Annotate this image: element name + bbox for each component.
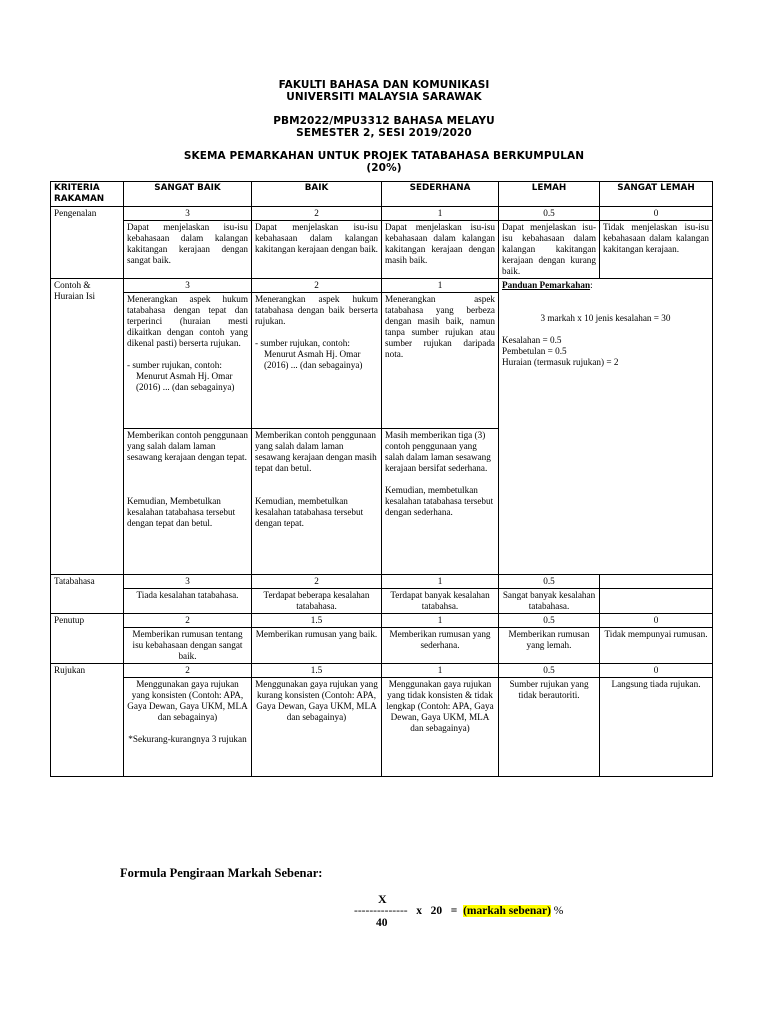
criteria-rujukan: Rujukan (51, 664, 124, 777)
descriptor-row (51, 589, 713, 614)
descriptor-cell: Sumber rujukan yang tidak berautoriti. (499, 678, 600, 777)
descriptor-text: Menggunakan gaya rujukan yang konsisten (Contoh: APA, Gaya Dewan, Gaya UKM, MLA dan sebagainya) (127, 679, 248, 722)
descriptor-cell: Tidak mempunyai rumusan. (600, 628, 713, 664)
col-baik: BAIK (252, 182, 382, 207)
score-row (51, 207, 713, 221)
score-cell: 3 (124, 279, 252, 293)
score-cell: 2 (252, 279, 382, 293)
header-row (51, 182, 713, 207)
descriptor-cell (124, 293, 252, 429)
formula-result: (markah sebenar) (463, 905, 551, 917)
descriptor-row (51, 678, 713, 777)
descriptor-cell: Memberikan rumusan tentang isu kebahasaan dengan sangat baik. (124, 628, 252, 664)
descriptor-cell (600, 589, 713, 614)
descriptor-cell: Tidak menjelaskan isu-isu kebahasaan dalam kalangan kakitangan kerajaan. (600, 221, 713, 279)
guide-title: Panduan Pemarkahan (502, 280, 591, 290)
score-cell: 1.5 (252, 614, 382, 628)
descriptor-text: Memberikan contoh penggunaan yang salah dalam laman sesawang kerajaan dengan masih tepat dan betul. (255, 430, 377, 473)
col-criteria: KRITERIA RAKAMAN (51, 182, 124, 207)
descriptor-row (51, 221, 713, 279)
descriptor-text: Kemudian, Membetulkan kesalahan tatabahasa tersebut dengan tepat dan betul. (127, 496, 236, 528)
descriptor-text: Masih memberikan tiga (3) contoh penggunaan yang salah dalam laman sesawang kerajaan bersifat sederhana. (385, 430, 491, 473)
formula-title: Formula Pengiraan Markah Sebenar: (120, 866, 323, 880)
descriptor-cell: Dapat menjelaskan isu-isu kebahasaan dalam kalangan kakitangan kerajaan dengan baik. (252, 221, 382, 279)
score-cell: 0 (600, 207, 713, 221)
criteria-penutup: Penutup (51, 614, 124, 664)
descriptor-text: Kemudian, membetulkan kesalahan tatabahasa tersebut dengan tepat. (255, 496, 364, 528)
descriptor-row (51, 628, 713, 664)
guide-line: 3 markah x 10 jenis kesalahan = 30 (540, 313, 671, 323)
descriptor-cell: Terdapat banyak kesalahan tatabahsa. (382, 589, 499, 614)
descriptor-cell (252, 429, 382, 575)
score-cell: 1 (382, 664, 499, 678)
score-cell: 1 (382, 614, 499, 628)
descriptor-cell: Dapat menjelaskan isu-isu kebahasaan dalam kalangan kakitangan kerajaan dengan masih baik. (382, 221, 499, 279)
score-row (51, 664, 713, 678)
col-sangat-baik: SANGAT BAIK (124, 182, 252, 207)
formula-multiplier: 20 (430, 905, 443, 917)
formula-denominator: 40 (376, 917, 388, 929)
descriptor-cell: Menggunakan gaya rujukan yang tidak konsisten & tidak lengkap (Contoh: APA, Gaya Dewan, Gaya UKM, MLA dan sebagainya) (382, 678, 499, 777)
score-cell: 0 (600, 664, 713, 678)
rubric-table (50, 181, 713, 777)
formula-times: x (416, 905, 422, 917)
descriptor-cell: Memberikan rumusan yang lemah. (499, 628, 600, 664)
guide-line: Huraian (termasuk rujukan) = 2 (502, 357, 619, 367)
guide-line: Kesalahan = 0.5 (502, 335, 562, 345)
descriptor-cell: Langsung tiada rujukan. (600, 678, 713, 777)
descriptor-text: Kemudian, membetulkan kesalahan tatabahasa tersebut dengan sederhana. (385, 485, 494, 517)
descriptor-text: Menerangkan aspek hukum tatabahasa dengan baik berserta rujukan. (255, 294, 378, 326)
score-cell: 0.5 (499, 575, 600, 589)
criteria-tatabahasa: Tatabahasa (51, 575, 124, 614)
score-row (51, 575, 713, 589)
col-lemah: LEMAH (499, 182, 600, 207)
formula-percent: % (553, 905, 564, 917)
descriptor-cell: Memberikan rumusan yang sederhana. (382, 628, 499, 664)
col-sangat-lemah: SANGAT LEMAH (600, 182, 713, 207)
formula-equals: = (450, 905, 458, 917)
col-sederhana: SEDERHANA (382, 182, 499, 207)
descriptor-cell: Menggunakan gaya rujukan yang kurang konsisten (Contoh: APA, Gaya Dewan, Gaya UKM, MLA dan sebagainya) (252, 678, 382, 777)
rubric-weight: (20%) (366, 162, 402, 174)
descriptor-text: Memberikan contoh penggunaan yang salah dalam laman sesawang kerajaan dengan tepat. (127, 430, 248, 462)
score-cell: 2 (124, 664, 252, 678)
descriptor-cell: Memberikan rumusan yang baik. (252, 628, 382, 664)
guide-line: Pembetulan = 0.5 (502, 346, 567, 356)
score-cell: 3 (124, 207, 252, 221)
score-cell: 0.5 (499, 614, 600, 628)
course-code: PBM2022/MPU3312 BAHASA MELAYU (273, 115, 495, 127)
score-cell (600, 575, 713, 589)
descriptor-text: - sumber rujukan, contoh: Menurut Asmah Hj. Omar (2016) ... (dan sebagainya) (255, 338, 363, 370)
descriptor-cell: Sangat banyak kesalahan tatabahasa. (499, 589, 600, 614)
score-cell: 2 (124, 614, 252, 628)
score-cell: 0.5 (499, 207, 600, 221)
criteria-pengenalan: Pengenalan (51, 207, 124, 279)
score-cell: 0.5 (499, 664, 600, 678)
descriptor-cell (124, 678, 252, 777)
criteria-contoh: Contoh & Huraian Isi (51, 279, 124, 575)
descriptor-cell: Dapat menjelaskan isu-isu kebahasaan dalam kalangan kakitangan kerajaan dengan kurang baik. (499, 221, 600, 279)
score-cell: 0 (600, 614, 713, 628)
descriptor-text: *Sekurang-kurangnya 3 rujukan (128, 734, 247, 744)
rubric-title: SKEMA PEMARKAHAN UNTUK PROJEK TATABAHASA BERKUMPULAN (183, 150, 585, 162)
score-cell: 2 (252, 207, 382, 221)
score-cell: 2 (252, 575, 382, 589)
formula-numerator: X (378, 892, 387, 906)
descriptor-cell (124, 429, 252, 575)
semester: SEMESTER 2, SESI 2019/2020 (296, 127, 472, 139)
marking-guide: Panduan Pemarkahan: 3 markah x 10 jenis kesalahan = 30 Kesalahan = 0.5 Pembetulan = 0.5 Huraian (termasuk rujukan) = 2 (499, 279, 713, 575)
score-cell: 1 (382, 575, 499, 589)
score-cell: 3 (124, 575, 252, 589)
descriptor-cell: Terdapat beberapa kesalahan tatabahasa. (252, 589, 382, 614)
descriptor-cell: Menerangkan aspek tatabahasa yang berbeza dengan masih baik, namun tanpa sumber rujukan atau sumber rujukan daripada nota. (382, 293, 499, 429)
descriptor-cell: Tiada kesalahan tatabahasa. (124, 589, 252, 614)
formula-line (354, 905, 563, 917)
descriptor-text: Menerangkan aspek hukum tatabahasa dengan tepat dan terperinci (huraian mesti dikaitkan dengan contoh yang dikenal pasti) berserta rujukan. (127, 294, 248, 348)
score-cell: 1 (382, 279, 499, 293)
score-row (51, 279, 713, 293)
score-cell: 1 (382, 207, 499, 221)
university-title: UNIVERSITI MALAYSIA SARAWAK (286, 91, 482, 103)
descriptor-text: - sumber rujukan, contoh: Menurut Asmah Hj. Omar (2016) ... (dan sebagainya) (127, 360, 235, 392)
score-row (51, 614, 713, 628)
descriptor-cell (252, 293, 382, 429)
score-cell: 1.5 (252, 664, 382, 678)
descriptor-cell (382, 429, 499, 575)
faculty-title: FAKULTI BAHASA DAN KOMUNIKASI (278, 79, 490, 91)
formula-dashes: -------------- (354, 905, 408, 917)
descriptor-cell: Dapat menjelaskan isu-isu kebahasaan dalam kalangan kakitangan kerajaan dengan sangat baik. (124, 221, 252, 279)
